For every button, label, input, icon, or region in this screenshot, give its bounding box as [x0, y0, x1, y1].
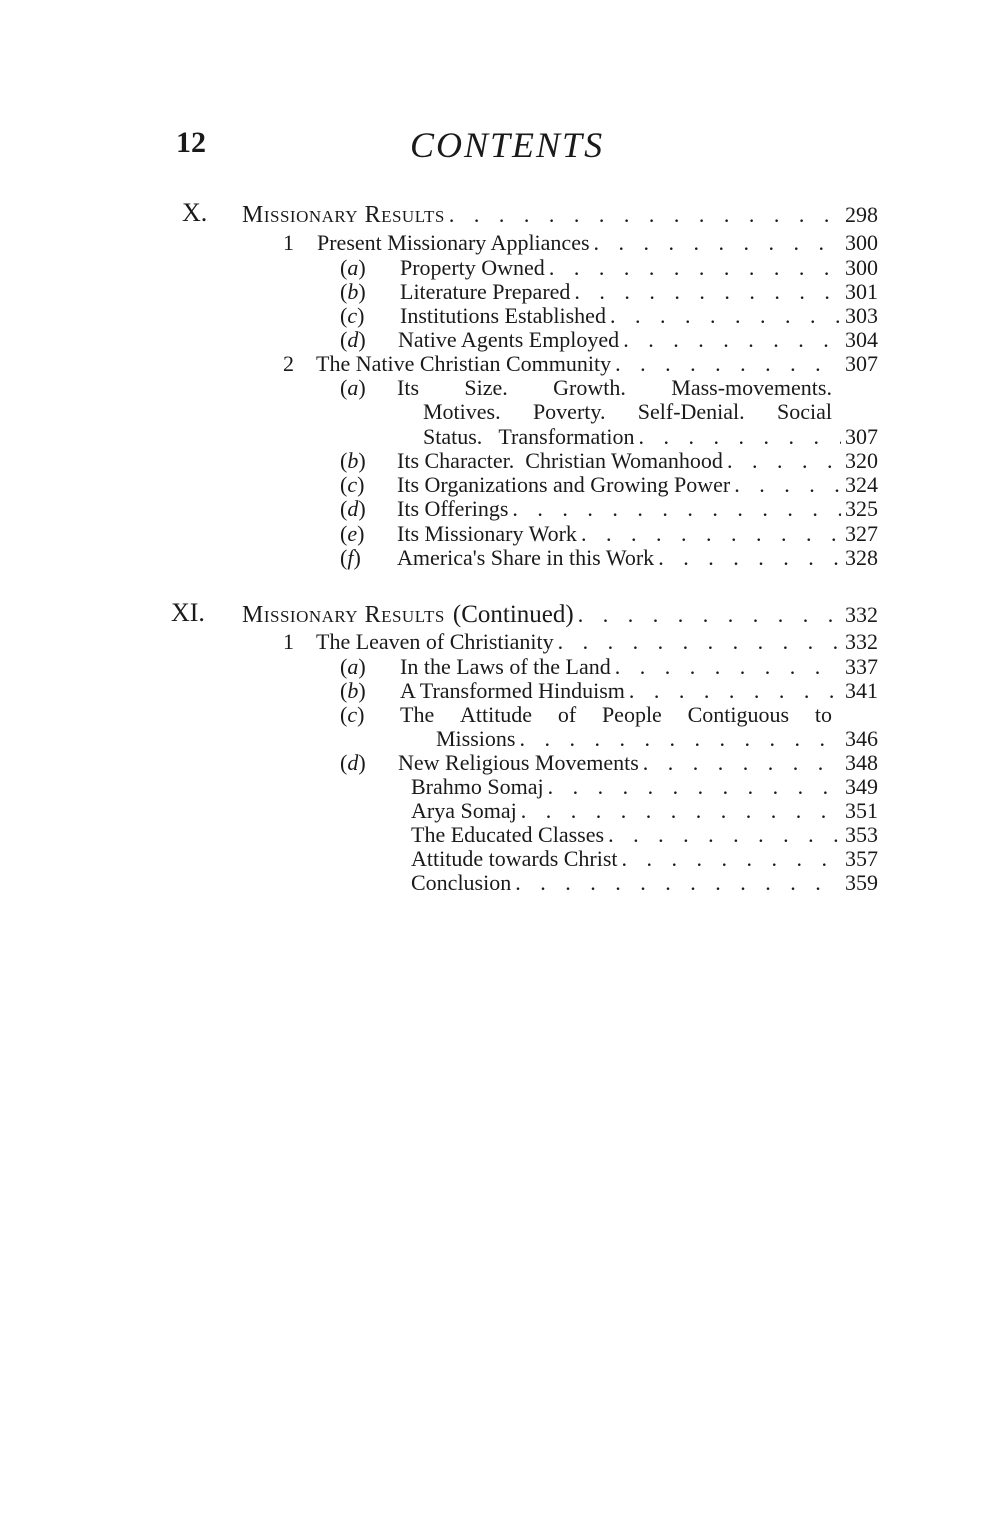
page-ref: 337	[845, 654, 878, 679]
dot-leader	[558, 630, 841, 654]
toc-entry	[398, 328, 878, 352]
subitem-title: Brahmo Somaj	[411, 774, 544, 799]
item-letter: (d)	[340, 750, 366, 775]
dot-leader	[519, 727, 841, 751]
section-title: The Native Christian Community	[316, 351, 612, 376]
toc-entry	[436, 727, 878, 751]
title-word: Its	[397, 375, 419, 400]
toc-chapter-xi	[0, 598, 1000, 629]
item-title: Its Character. Christian Womanhood	[397, 448, 723, 473]
toc-chapter-x	[0, 198, 1000, 229]
item-title-line2	[423, 400, 832, 424]
chapter-title: Missionary Results	[242, 602, 445, 628]
page-ref: 359	[845, 870, 878, 895]
item-letter: (e)	[340, 521, 365, 546]
item-title-line1	[397, 376, 832, 400]
toc-item-continuation	[0, 400, 1000, 426]
dot-leader	[594, 231, 841, 255]
page-ref: 301	[845, 279, 878, 304]
dot-leader	[615, 352, 841, 376]
toc-entry	[398, 751, 878, 775]
item-title: Missions	[436, 726, 516, 751]
section-number: 1	[283, 629, 294, 654]
subitem-title: The Educated Classes	[411, 822, 605, 847]
toc-entry	[242, 603, 878, 627]
toc-subitem	[0, 871, 1000, 897]
item-letter: (c)	[340, 472, 365, 497]
item-letter: (b)	[340, 448, 366, 473]
page-ref: 300	[845, 255, 878, 280]
page-ref: 332	[845, 602, 878, 627]
toc-entry	[397, 449, 878, 473]
toc-item	[0, 497, 1000, 523]
chapter-title: Missionary Results	[242, 202, 445, 228]
item-title: Native Agents Employed	[398, 327, 620, 352]
item-letter: (a)	[340, 654, 366, 679]
section-number: 2	[283, 351, 294, 376]
item-letter: (c)	[340, 303, 365, 328]
dot-leader	[574, 280, 841, 304]
page-ref: 348	[845, 750, 878, 775]
dot-leader	[615, 655, 841, 679]
subitem-title: Arya Somaj	[411, 798, 517, 823]
toc-entry	[242, 203, 878, 227]
title-word: Motives.	[423, 399, 501, 424]
dot-leader	[734, 473, 841, 497]
dot-leader	[449, 203, 841, 227]
title-word: Self-Denial.	[637, 399, 745, 424]
item-title: A Transformed Hinduism	[400, 678, 625, 703]
dot-leader	[548, 775, 841, 799]
toc-section	[0, 231, 1000, 257]
item-title: Status. Transformation	[423, 424, 635, 449]
toc-entry	[411, 775, 878, 799]
item-title: Literature Prepared	[400, 279, 571, 304]
title-word: Poverty.	[532, 399, 606, 424]
title-word: The	[400, 702, 435, 727]
page-ref: 328	[845, 545, 878, 570]
toc-section	[0, 630, 1000, 656]
title-word: Social	[776, 399, 832, 424]
subitem-title: Conclusion	[411, 870, 512, 895]
section-number: 1	[283, 230, 294, 255]
section-title: The Leaven of Christianity	[316, 629, 554, 654]
title-word: Size.	[464, 375, 508, 400]
section-title: Present Missionary Appliances	[317, 230, 590, 255]
page-number: 12	[176, 126, 206, 159]
dot-leader	[549, 256, 841, 280]
toc-entry	[423, 425, 878, 449]
toc-entry	[317, 231, 878, 255]
toc-item	[0, 546, 1000, 572]
page-ref: 351	[845, 798, 878, 823]
dot-leader	[578, 603, 841, 627]
page-ref: 353	[845, 822, 878, 847]
toc-entry	[400, 304, 878, 328]
dot-leader	[515, 871, 841, 895]
chapter-numeral: X.	[182, 198, 208, 227]
page-ref: 327	[845, 521, 878, 546]
item-letter: (d)	[340, 327, 366, 352]
dot-leader	[727, 449, 841, 473]
item-letter: (d)	[340, 496, 366, 521]
toc-entry	[400, 256, 878, 280]
page-ref: 349	[845, 774, 878, 799]
title-word: Contiguous	[687, 702, 790, 727]
page-ref: 332	[845, 629, 878, 654]
dot-leader	[521, 799, 841, 823]
item-title-line1	[400, 703, 832, 727]
dot-leader	[622, 847, 841, 871]
toc-entry	[400, 655, 878, 679]
item-letter: (b)	[340, 279, 366, 304]
dot-leader	[512, 497, 841, 521]
page-ref: 300	[845, 230, 878, 255]
chapter-numeral: XI.	[171, 598, 205, 627]
page-ref: 341	[845, 678, 878, 703]
page-ref: 298	[845, 202, 878, 227]
item-title: Its Offerings	[397, 496, 509, 521]
item-letter: (a)	[340, 255, 366, 280]
item-title: New Religious Movements	[398, 750, 639, 775]
dot-leader	[581, 522, 841, 546]
dot-leader	[608, 823, 841, 847]
dot-leader	[643, 751, 841, 775]
toc-entry	[397, 522, 878, 546]
page-title: CONTENTS	[410, 125, 605, 165]
page-ref: 307	[845, 351, 878, 376]
page-ref: 346	[845, 726, 878, 751]
dot-leader	[638, 425, 841, 449]
chapter-title-suffix: (Continued)	[452, 601, 574, 628]
toc-entry	[411, 847, 878, 871]
item-title: America's Share in this Work	[397, 545, 655, 570]
item-title: Its Missionary Work	[397, 521, 577, 546]
item-title: Institutions Established	[400, 303, 606, 328]
title-word: to	[814, 702, 832, 727]
toc-entry	[411, 799, 878, 823]
toc-entry	[397, 497, 878, 521]
toc-entry	[316, 352, 878, 376]
item-letter: (b)	[340, 678, 366, 703]
page-ref: 324	[845, 472, 878, 497]
toc-entry	[400, 679, 878, 703]
page-ref: 320	[845, 448, 878, 473]
page-ref: 357	[845, 846, 878, 871]
toc-entry	[411, 823, 878, 847]
toc-entry	[400, 280, 878, 304]
page-ref: 307	[845, 424, 878, 449]
subitem-title: Attitude towards Christ	[411, 846, 618, 871]
title-word: Mass-movements.	[671, 375, 832, 400]
page-ref: 304	[845, 327, 878, 352]
page-ref: 303	[845, 303, 878, 328]
title-word: People	[601, 702, 662, 727]
toc-entry	[397, 473, 878, 497]
title-word: of	[557, 702, 577, 727]
toc-entry	[411, 871, 878, 895]
dot-leader	[623, 328, 841, 352]
toc-entry	[397, 546, 878, 570]
item-title: Property Owned	[400, 255, 545, 280]
page-ref: 325	[845, 496, 878, 521]
toc-entry	[316, 630, 878, 654]
item-title: In the Laws of the Land	[400, 654, 611, 679]
title-word: Growth.	[553, 375, 626, 400]
item-letter: (f)	[340, 545, 361, 570]
item-letter: (c)	[340, 702, 365, 727]
dot-leader	[629, 679, 841, 703]
dot-leader	[658, 546, 841, 570]
item-letter: (a)	[340, 375, 366, 400]
title-word: Attitude	[459, 702, 533, 727]
item-title: Its Organizations and Growing Power	[397, 472, 731, 497]
dot-leader	[610, 304, 841, 328]
